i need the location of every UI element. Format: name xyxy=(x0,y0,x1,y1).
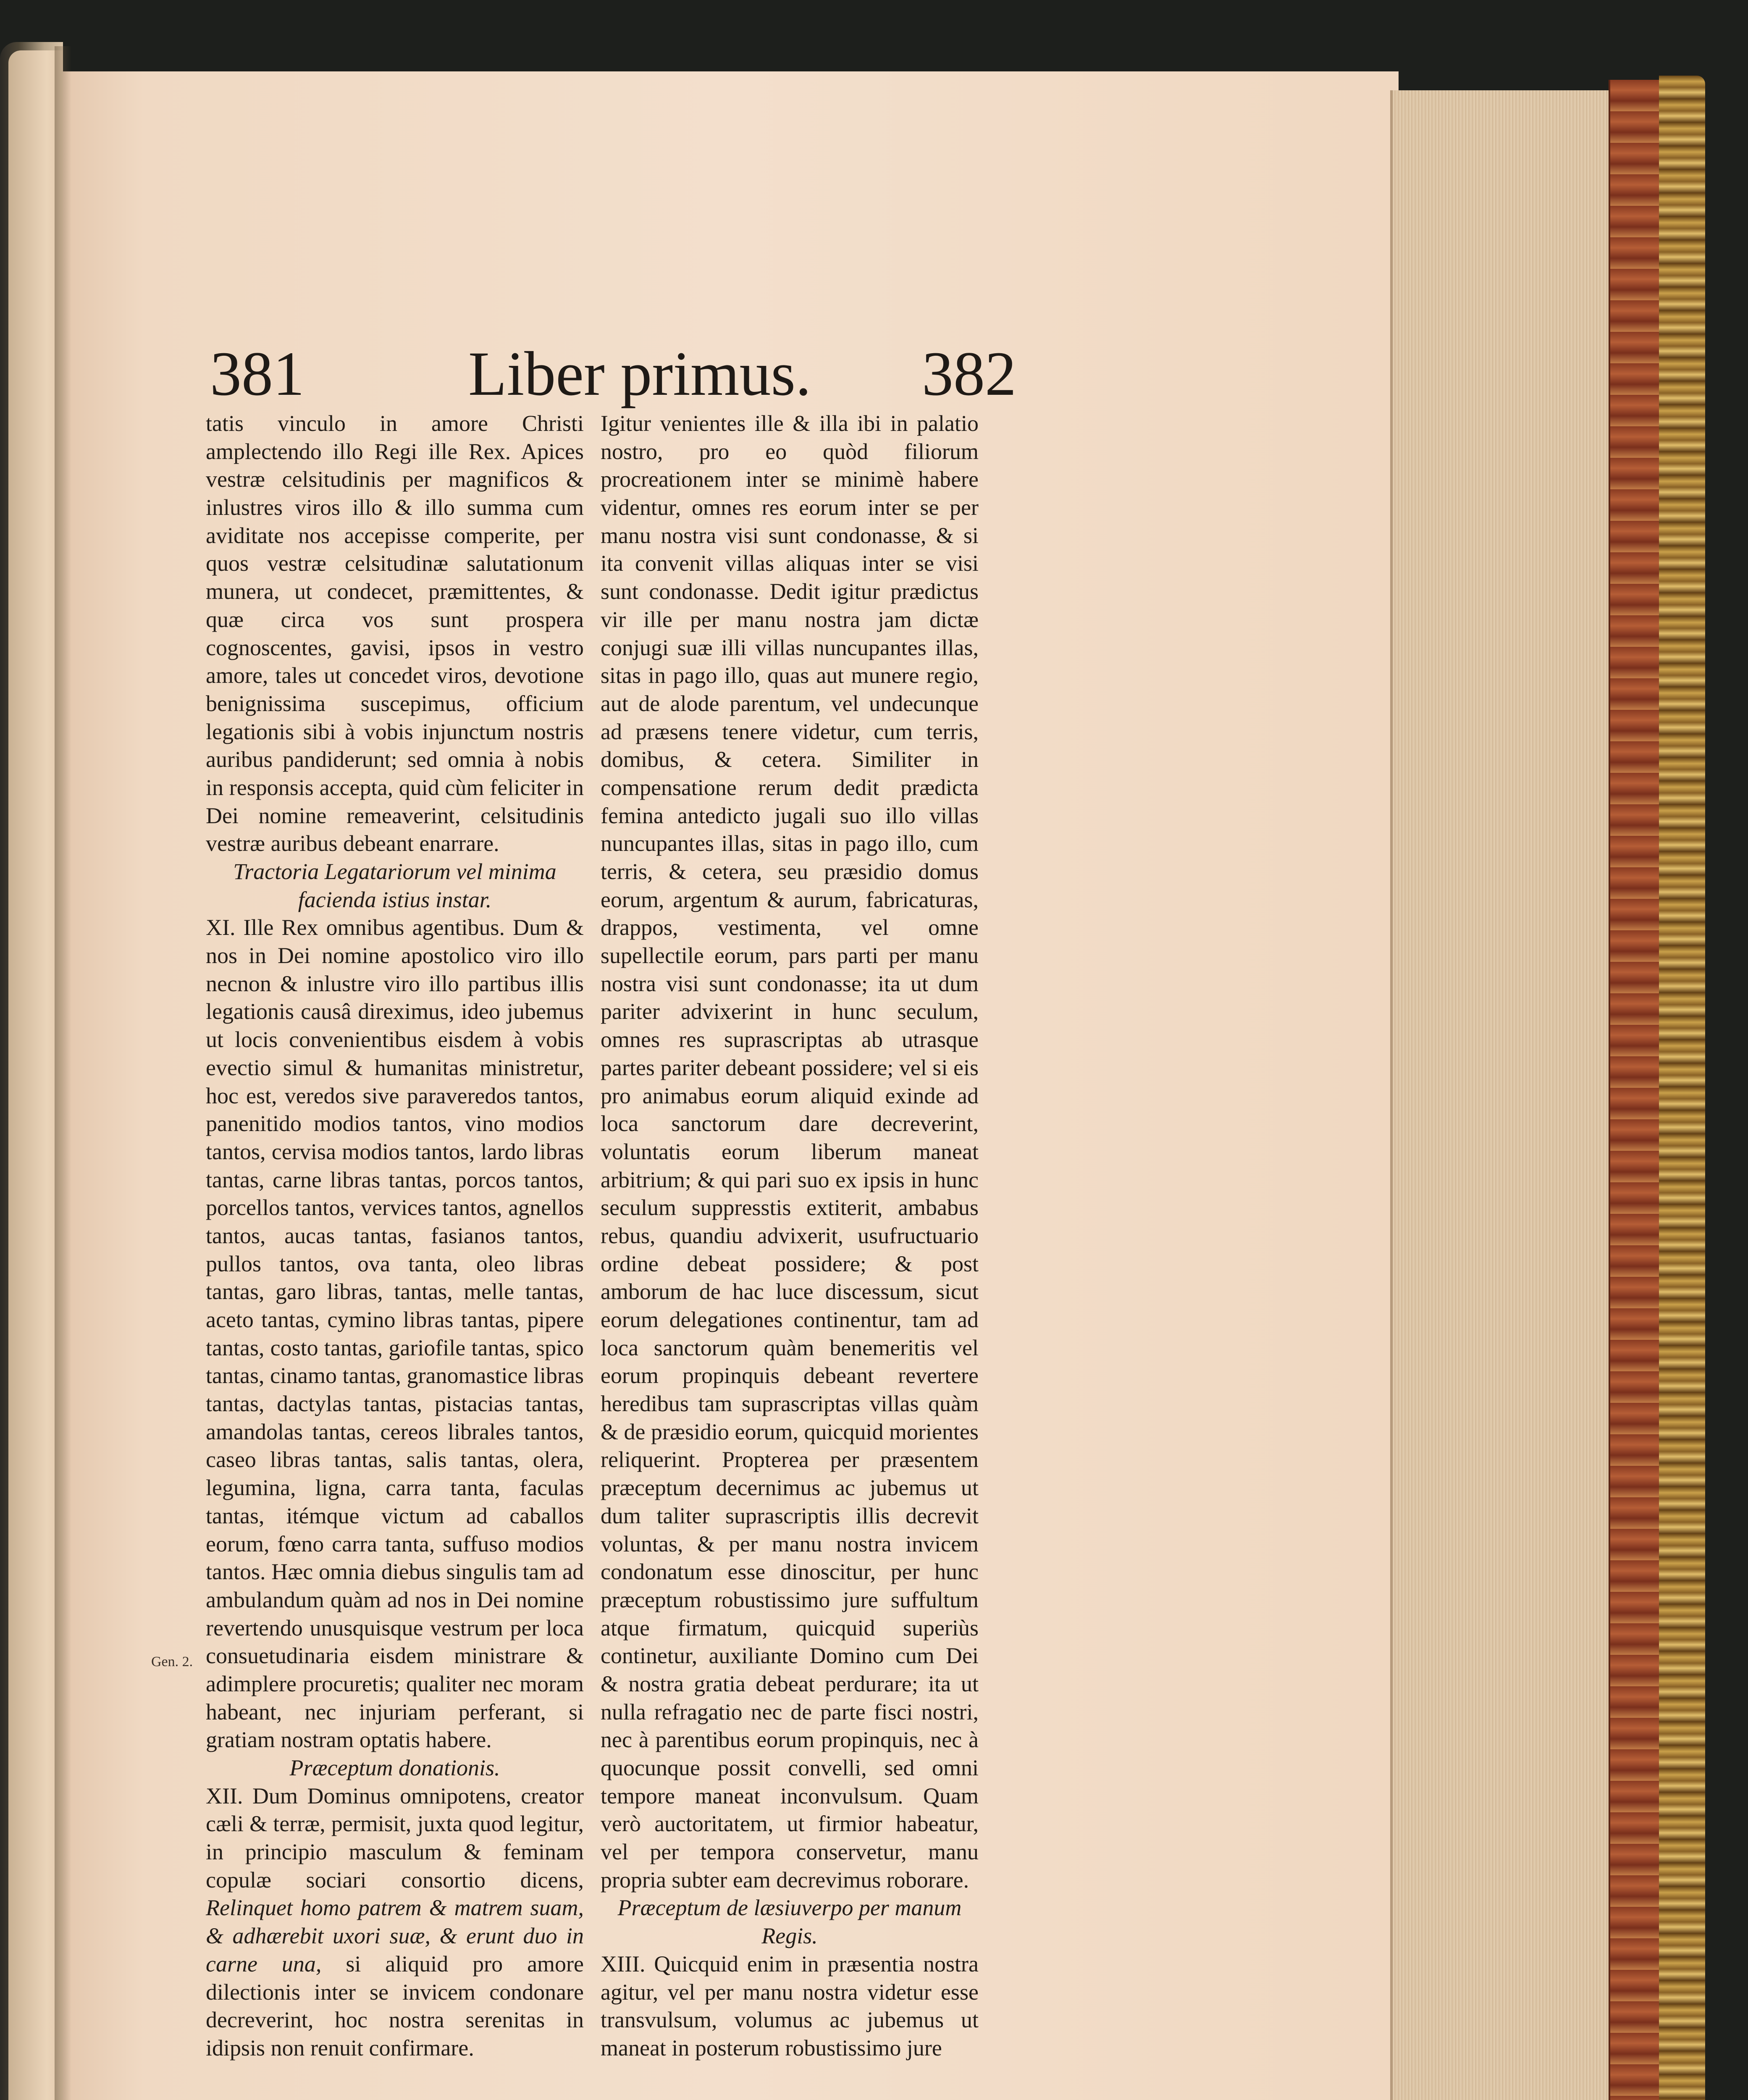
gilt-spine-decoration xyxy=(1659,76,1705,2100)
page-number-left: 381 xyxy=(210,339,304,409)
section-text: Ille Rex omnibus agentibus. Dum & nos in Dei nomine apostolico viro illo necnon & inlustre viro illo partibus illis legationis causâ direximus, ideo jubemus ut locis convenientibus eisdem à vobis evectio simul & humanitas ministretur, hoc est, veredos sive paraveredos tantos, panenitido modios tantos, vino modios tantos, cervisa modios tantos, lardo libras tantas, carne libras tantas, porcos tantos, porcellos tantos, vervices tantos, agnellos tantos, aucas tantas, fasianos tantos, pullos tantos, ova tanta, oleo libras tantas, garo libras, tantas, melle tantas, aceto tantas, cymino libras tantas, pipere tantas, costo tantas, gariofile tantas, spico tantas, cinamo tantas, granomastice libras tantas, dactylas tantas, pistacias tantas, amandolas tantas, cereos librales tantos, caseo libras tantas, salis tantas, olera, legumina, ligna, carra tanta, faculas tantas, itémque victum ad caballos eorum, fœno carra tanta, suffuso modios tantos. Hæc omnia diebus singulis tam ad ambulandum quàm ad nos in Dei nomine revertendo unusquisque vestrum per loca consuetudinaria eisdem ministrare & adimplere procuretis; qualiter nec moram habeant, nec injuriam perferant, si gratiam nostram optatis habere. xyxy=(206,915,584,1753)
page-number-right: 382 xyxy=(922,339,1016,409)
section-paragraph xyxy=(206,914,584,1754)
biblical-quote: Relinquet homo patrem & matrem suam, & adhærebit uxori suæ, & erunt duo in carne una, xyxy=(206,1895,584,1977)
section-text: si aliquid pro amore dilectionis inter se invicem condonare decreverint, hoc nostra serenitas in idipsis non renuit confirmare. xyxy=(206,1951,584,2061)
paragraph: tatis vinculo in amore Christi amplectendo illo Regi ille Rex. Apices vestræ celsitudinis per magnificos & inlustres viros illo & illo summa cum aviditate nos accepisse comperite, per quos vestræ celsitudinæ salutationum munera, ut condecet, præmittentes, & quæ circa vos sunt prospera cognoscentes, gavisi, ipsos in vestro amore, tales ut concedet viros, devotione benignissima suscepimus, officium legationis sibi à vobis injunctum nostris auribus pandiderunt; sed omnia à nobis in responsis accepta, quid cùm feliciter in Dei nomine remeaverint, celsitudinis vestræ auribus debeant enarrare. xyxy=(206,411,584,856)
page-fore-edge xyxy=(1390,90,1611,2100)
section-text: Dum Dominus omnipotens, creator cæli & terræ, permisit, juxta quod legitur, in principio masculum & feminam copulæ sociari consortio dicens, xyxy=(206,1783,584,1893)
paragraph: Igitur venientes ille & illa ibi in palatio nostro, pro eo quòd filiorum procreationem inter se minimè habere videntur, omnes res eorum inter se per manu nostra visi sunt condonasse, & si ita convenit villas aliquas inter se visi sunt condonasse. Dedit igitur prædictus vir ille per manu nostra jam dictæ conjugi suæ illi villas nuncupantes illas, sitas in pago illo, quas aut munere regio, aut de alode parentum, vel undecunque ad præsens tenere videtur, cum terris, domibus, & cetera. Similiter in compensatione rerum dedit prædicta femina antedicto jugali suo illo villas nuncupantes illas, sitas in pago illo, cum terris, & cetera, seu præsidio domus eorum, argentum & aurum, fabricaturas, drappos, vestimenta, vel omne supellectile eorum, pars parti per manu nostra visi sunt condonasse; ita ut dum pariter advixerint in hunc seculum, omnes res suprascriptas ab utrasque partes pariter debeant possidere; vel si eis pro animabus eorum aliquid exinde ad loca sanctorum dare decreverint, voluntatis eorum liberum maneat arbitrium; & qui pari suo ex ipsis in hunc seculum suppresstis extiterit, ambabus rebus, quandiu advixerit, usufructuario ordine debeat possidere; & post amborum de hac luce discessum, sicut eorum delegationes continentur, tam ad loca sanctorum quàm benemeritis vel eorum propinquis debeant revertere heredibus tam suprascriptas villas quàm & de præsidio eorum, quicquid morientes reliquerint. Propterea per præsentem præceptum decernimus ac jubemus ut dum taliter suprascriptis illis decrevit voluntas, & per manu nostra invicem condonatum esse dinoscitur, per hunc præceptum robustissimo jure suffultum atque firmatum, quicquid superiùs continetur, auxiliante Domino cum Dei & nostra gratia debeat perdurare; ita ut nulla refragatio nec de parte fisci nostri, nec à parentibus eorum propinquis, nec à quocunque possit convelli, sed omni tempore maneat inconvulsum. Quam verò auctoritatem, ut firmior habeatur, vel per tempora conservetur, manu propria subter eam decrevimus roborare. xyxy=(601,411,979,1893)
section-text: Quicquid enim in præsentia nostra agitur, vel per manu nostra videtur esse transvulsum, volumus ac jubemus ut maneat in posterum robustissimo jure xyxy=(601,1951,979,2061)
marbled-board-edge xyxy=(1609,80,1661,2100)
section-number: XI. xyxy=(206,915,236,940)
running-title: Liber primus. xyxy=(468,339,811,409)
section-heading: Tractoria Legatariorum vel minima facienda istius instar. xyxy=(233,859,556,912)
section-heading: Præceptum donationis. xyxy=(289,1755,500,1780)
section-heading: Præceptum de læsiuverpo per manum Regis. xyxy=(617,1895,962,1949)
section-paragraph xyxy=(206,1782,584,2062)
section-number: XIII. xyxy=(601,1951,646,1977)
section-paragraph xyxy=(601,1950,979,2062)
margin-note: Gen. 2. xyxy=(151,1654,193,1670)
text-column-left xyxy=(206,410,584,2062)
text-column-right xyxy=(601,410,979,2062)
section-number: XII. xyxy=(206,1783,243,1809)
page-gutter-shadow xyxy=(55,46,71,2100)
